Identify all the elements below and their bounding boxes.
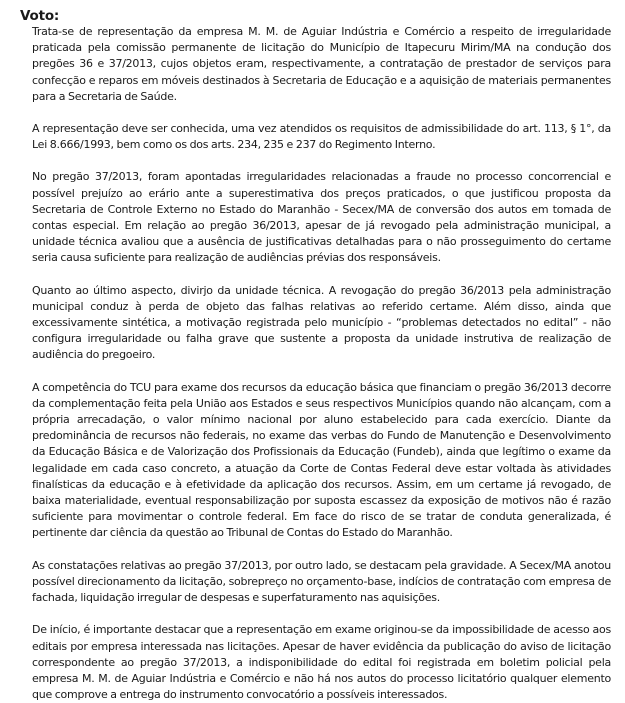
paragraph-representation-summary: Trata-se de representação da empresa M. M. de Aguiar Indústria e Comércio a respeito de irregularidade praticada pela comissão permanente de licitação do Município de Itapecuru Mirim/MA na condução dos pregões 36 e 37/2013, cujos objetos eram, respectivamente, a contratação de prestador de serviços para confecção e reparos em móveis destinados à Secretaria de Educação e a aquisição de materiais permanentes para a Secretaria de Saúde. [32, 25, 611, 103]
paragraph-pregao-37-irregularities: No pregão 37/2013, foram apontadas irregularidades relacionadas a fraude no processo concorrencial e possível prejuízo ao erário ante a superestimativa dos preços praticados, o que justificou proposta da Secretaria de Controle Externo no Estado do Maranhão - Secex/MA de conversão dos autos em tomada de contas especial. Em relação ao pregão 36/2013, apesar de já revogado pela administração municipal, a unidade técnica avaliou que a ausência de justificativas detalhadas para o não prosseguimento do certame seria causa suficiente para realização de audiências prévias dos responsáveis. [32, 170, 611, 265]
paragraph-divergence: Quanto ao último aspecto, divirjo da unidade técnica. A revogação do pregão 36/2013 pela administração municipal conduz à perda de objeto das falhas relativas ao referido certame. Além disso, ainda que excessivamente sintética, a motivação registrada pelo município - “problemas detectados no edital” - não configura irregularidade ou falha grave que sustente a proposta da unidade instrutiva de realização de audiência do pregoeiro. [32, 283, 611, 362]
paragraph-pregao-37-findings: As constatações relativas ao pregão 37/2013, por outro lado, se destacam pela gravidade. A Secex/MA anotou possível direcionamento da licitação, sobrepreço no orçamento-base, indícios de contratação com empresa de fachada, liquidação irregular de despesas e superfaturamento nas aquisições. [32, 558, 611, 605]
paragraph-admissibility: A representação deve ser conhecida, uma vez atendidos os requisitos de admissibilidade do art. 113, § 1°, da Lei 8.666/1993, bem como os dos arts. 234, 235 e 237 do Regimento Interno. [32, 122, 611, 152]
paragraph-tcu-competence: A competência do TCU para exame dos recursos da educação básica que financiam o pregão 36/2013 decorre da complementação feita pela União aos Estados e seus respectivos Municípios quando não alcançam, com a própria arrecadação, o valor mínimo nacional por aluno estabelecido para cada exercício. Diante da predominância de recursos não federais, no exame das verbas do Fundo de Manutenção e Desenvolvimento da Educação Básica e de Valorização dos Profissionais da Educação (Fundeb), ainda que legítimo o exame da legalidade em cada caso concreto, a atuação da Corte de Contas Federal deve estar voltada às atividades finalísticas da educação e à efetividade da aplicação dos recursos. Assim, em um certame já revogado, de baixa materialidade, eventual responsabilização por suposta escassez da exposição de motivos não é razão suficiente para movimentar o controle federal. Em face do risco de se tratar de conduta generalizada, é pertinente dar ciência da questão ao Tribunal de Contas do Estado do Maranhão. [32, 380, 611, 540]
section-heading-voto: Voto: [20, 8, 60, 24]
document-body [20, 24, 611, 703]
paragraph-edital-access: De início, é importante destacar que a representação em exame originou-se da impossibilidade de acesso aos editais por empresa interessada nas licitações. Apesar de haver evidência da publicação do aviso de licitação correspondente ao pregão 37/2013, a indisponibilidade do edital foi registrada em boletim policial pela empresa M. M. de Aguiar Indústria e Comércio e não há nos autos do processo licitatório qualquer elemento que comprove a entrega do instrumento convocatório a possíveis interessados. [32, 623, 611, 702]
